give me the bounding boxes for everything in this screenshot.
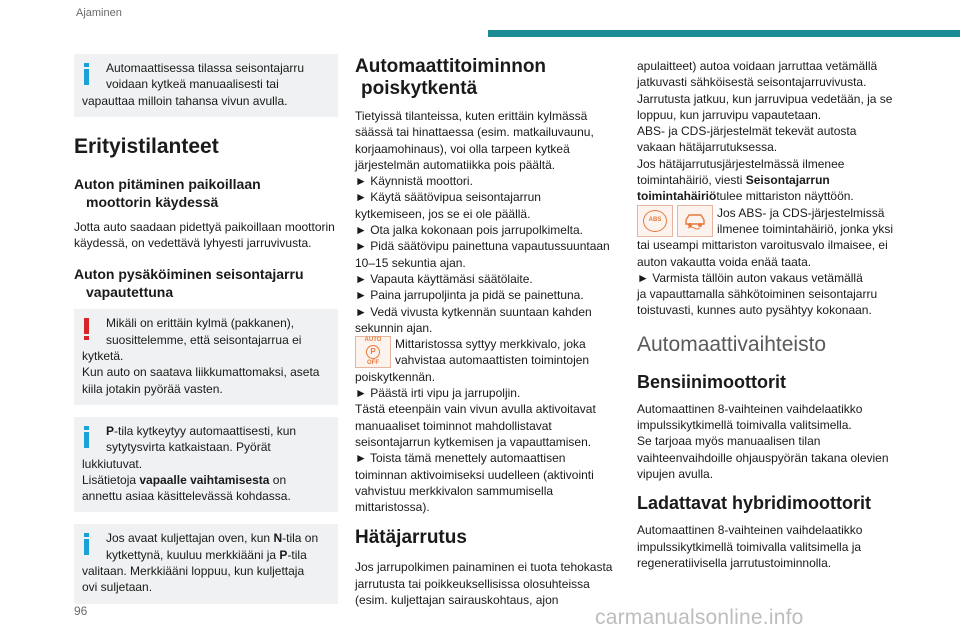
info-line [82,547,328,563]
text-line: Jarrutusta jatkuu, kun jarruvipua vedetään, ja se [637,91,893,106]
bold-text: P [279,547,288,562]
text-line: Tästä eteenpäin vain vivun avulla aktivoitavat [355,402,596,417]
info-line: voidaan kytkeä manuaalisesti tai [106,77,279,92]
text-line: poiskytkennän. [355,369,436,384]
text-line [637,172,901,188]
info-note-box [74,524,338,603]
text-line: vahvistuu merkkivalon sammumisella [355,483,554,498]
warning-line: suosittelemme, että seisontajarrua ei [106,332,302,347]
info-line: annettu asiaa käsittelevässä kohdassa. [82,489,291,504]
paragraph [355,559,620,608]
text-span: toimintahäiriö, viesti [637,173,746,188]
text-line: jarrutusta tai poikkeuksellisissa olosuhteissa [355,576,590,591]
text-line: impulssikytkimellä toimivalla valitsimella ja [637,539,862,554]
text-line: ► Vedä vivusta kytkennän suuntaan kahden [355,304,592,319]
text-line: Mittaristossa syttyy merkkivalo, joka [395,337,586,352]
text-line: regeneratiivisella jarrutustoiminnolla. [637,555,832,570]
text-line: Jotta auto saadaan pidettyä paikoillaan moottorin [74,219,335,234]
warning-icon [83,318,89,340]
text-line: ► Käytä säätövipua seisontajarrun [355,190,541,205]
heading-keep-stationary [74,175,338,211]
text-span: tulee mittariston näyttöön. [716,189,854,204]
heading-line: vapautettuna [86,284,174,301]
paragraph [355,108,620,336]
text-line: ► Varmista tällöin auton vakaus vetämällä [637,270,863,285]
column-middle [355,56,620,618]
section-title: Ajaminen [76,7,122,19]
text-line: Jos hätäjarrutusjärjestelmässä ilmenee [637,156,845,171]
paragraph [355,369,620,516]
text-line: vakaan hätäjarrutuksessa. [637,140,778,155]
bold-text: P [106,423,115,438]
text-line: ► Paina jarrupoljinta ja pidä se painettuna. [355,288,584,303]
text-line: käydessä, on vedettävä lyhyesti jarruvivusta. [74,236,312,251]
warning-line: kytketä. [82,349,124,364]
text-line: 10–15 sekuntia ajan. [355,255,466,270]
bold-text: Seisontajarrun [745,173,830,188]
text-line: mittaristossa). [355,500,430,515]
heading-special-situations: Erityistilanteet [74,134,219,158]
icon-text: AUTO [364,337,382,344]
watermark: carmanualsonline.info [595,606,804,629]
text-line: Tietyissä tilanteissa, kuten erittäin kylmässä [355,109,588,123]
text-line [637,188,901,204]
heading-auto-deactivation [355,56,620,100]
text-line: apulaitteet) autoa voidaan jarruttaa vetämällä [637,59,878,73]
text-line: ABS- ja CDS-järjestelmät tekevät autosta [637,124,857,139]
info-line [82,530,328,546]
icon-text: OFF [367,360,379,367]
text-line: ► Ota jalka kokonaan pois jarrupolkimelta. [355,223,583,238]
text-line: ilmenee toimintahäiriö, jonka yksi [717,221,894,236]
heading-plugin-hybrid-engines: Ladattavat hybridimoottorit [637,493,872,514]
info-line: valitaan. Merkkiääni loppuu, kun kuljettaja [82,564,305,579]
text-span: Jos avaat kuljettajan oven, kun [106,531,274,546]
text-line: säässä tai hinattaessa (esim. matkailuvaunu, [355,125,594,140]
info-note-box [74,54,338,117]
paragraph [637,237,901,318]
paragraph [717,205,893,238]
text-line: jatkuvasti sähköisestä seisontajarruvivusta. [637,75,867,90]
heading-line: Auton pysäköiminen seisontajarru [74,266,304,283]
car-skid-icon [682,212,708,230]
text-line: ► Toista tämä menettely automaattisen [355,451,566,466]
info-line: lukkiutuvat. [82,456,143,471]
text-line: Automaattinen 8-vaihteinen vaihdelaatikko [637,401,863,416]
text-line: manuaaliset toiminnot mahdollistavat [355,418,552,433]
text-line: vaihteenvaihdoille ohjauspyörän takana olevien [637,450,889,465]
text-line: Automaattinen 8-vaihteinen vaihdelaatikko [637,523,863,538]
text-line: toistuvasti, kunnes auto pysähtyy kokonaan. [637,303,872,318]
text-line: vahvistaa automaattisten toimintojen [395,353,590,368]
info-icon [83,426,89,448]
heading-emergency-braking: Hätäjarrutus [355,527,467,549]
text-span: -tila [287,547,307,562]
info-line: ovi suljetaan. [82,580,153,595]
info-icon [83,63,89,85]
indicator-row [355,336,620,369]
text-line: ja vapauttamalla sähkötoiminen seisontajarru [637,287,878,302]
text-line: ► Päästä irti vipu ja jarrupoljin. [355,386,521,401]
abs-warning-icon [637,205,673,237]
text-span: -tila kytkeytyy automaattisesti, kun [114,423,297,438]
text-line: auton vakautta voida enää taata. [637,254,812,269]
text-span: on [269,472,287,487]
header-accent-bar [488,30,960,37]
heading-line: Auton pitäminen paikoillaan [74,175,261,192]
text-span: kytkettynä, kuuluu merkkiääni ja [106,547,280,562]
column-left [74,54,338,616]
text-line: kytkemiseen, jos se ei ole päällä. [355,206,531,221]
text-line: impulssikytkimellä toimivalla valitsimella. [637,418,852,433]
info-line: sytytysvirta katkaistaan. Pyörät [106,440,271,455]
page-number: 96 [74,604,88,618]
indicator-row [637,205,901,238]
heading-line: poiskytkentä [361,78,478,99]
heading-automatic-gearbox: Automaattivaihteisto [637,332,827,356]
paragraph [74,219,338,252]
text-line: loppuu, kun jarruvipu vapautetaan. [637,107,822,122]
heading-petrol-engines: Bensiinimoottorit [637,371,786,392]
text-line: (esim. kuljettajan sairauskohtaus, ajon [355,593,559,608]
text-line: korjaamohinaus), voi olla tarpeen kytkeä [355,141,570,156]
info-line [82,423,328,439]
icon-text: ABS [643,210,667,232]
paragraph [637,401,901,482]
text-line: Jos jarrupolkimen painaminen ei tuota tehokasta [355,560,613,575]
text-line: Se tarjoaa myös manuaalisen tilan [637,434,821,449]
info-line: vapauttaa milloin tahansa vivun avulla. [82,93,288,108]
info-line [82,472,328,488]
warning-line: Kun auto on saatava liikkumattomaksi, aseta [82,365,320,380]
text-line: järjestelmän automatiikka pois päältä. [355,157,556,172]
heading-parking-released [74,265,338,301]
text-line: seisontajarrun kytkemisen ja vapauttamisen. [355,434,592,449]
text-line: Jos ABS- ja CDS-järjestelmissä [717,205,885,220]
column-right [637,58,901,581]
text-span: Lisätietoja [82,472,140,487]
paragraph [637,522,901,571]
bold-text: N [273,531,283,546]
warning-line: Mikäli on erittäin kylmä (pakkanen), [106,316,295,331]
warning-line: kiila jotakin pyörää vasten. [82,381,223,396]
text-line: tai useampi mittariston varoitusvalo ilmaisee, ei [637,238,888,253]
heading-line: moottorin käydessä [86,193,219,210]
text-line: ► Pidä säätövipu painettuna vapautussuuntaan [355,239,610,254]
text-span: -tila on [282,531,319,546]
text-line: ► Vapauta käyttämäsi säätölaite. [355,271,533,286]
bold-text: toimintahäiriö [637,189,717,204]
warning-box [74,309,338,404]
info-note-box [74,417,338,512]
stability-warning-icon [677,205,713,237]
auto-off-warning-icon [355,336,391,368]
info-icon [83,533,89,555]
paragraph [637,58,901,205]
text-line: sekunnin ajan. [355,320,433,335]
icon-text: P [366,345,380,359]
text-line: ► Käynnistä moottori. [355,174,473,189]
info-line: Automaattisessa tilassa seisontajarru [106,61,305,75]
heading-line: Automaattitoiminnon [355,56,547,77]
paragraph [395,336,589,369]
text-line: toiminnan aktivoimiseksi uudelleen (aktivointi [355,467,594,482]
bold-text: vapaalle vaihtamisesta [139,472,270,487]
text-line: vipujen avulla. [637,466,714,481]
